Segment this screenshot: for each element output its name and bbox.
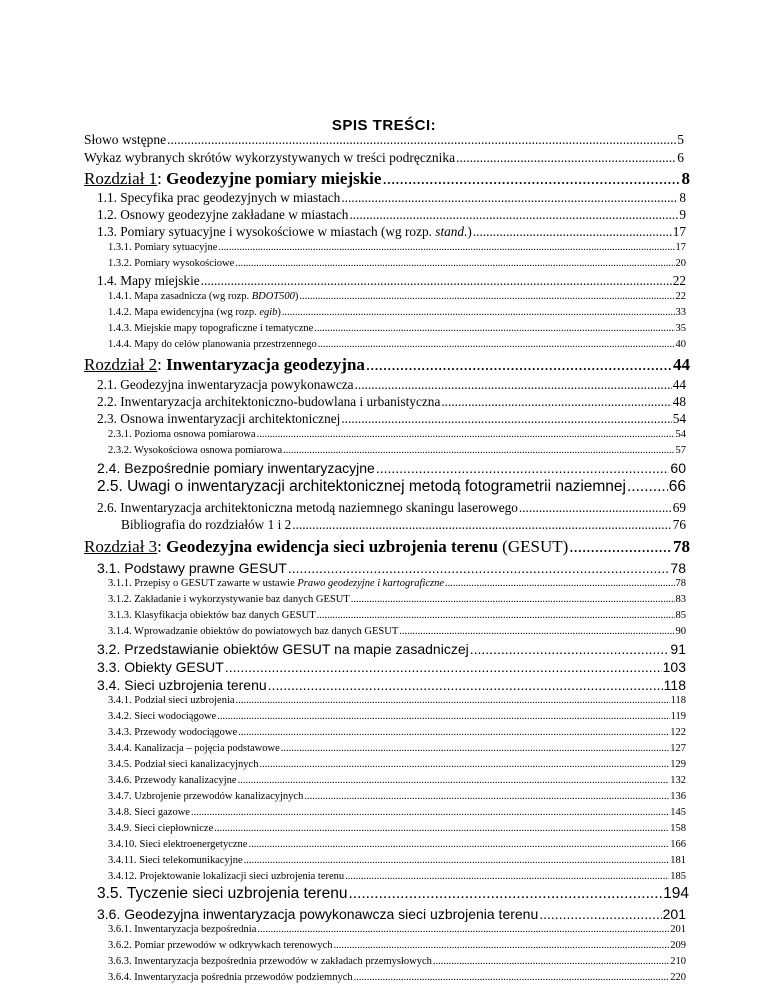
entry-text: 2.3.1. Pozioma osnowa pomiarowa [108,429,256,440]
chapter-number: Rozdział 3 [84,537,158,556]
page-number: 54 [675,429,686,440]
dot-leader [433,956,669,967]
entry-text: 3.4.4. Kanalizacja – pojęcia podstawowe [108,743,280,754]
entry-text: 3.5. Tyczenie sieci uzbrojenia terenu [97,885,348,902]
dot-leader [470,641,670,657]
page-number: 48 [672,394,686,409]
toc-entry [108,743,686,754]
entry-text: 2.1. Geodezyjna inwentaryzacja powykonawcza [97,377,354,392]
toc-entry [108,626,686,637]
dot-leader [354,972,670,983]
entry-text: 2.3. Osnowa inwentaryzacji architektonicznej [97,411,341,426]
page-number: 122 [670,727,686,738]
entry-italic-text: BDOT500 [251,291,295,302]
dot-leader [282,307,675,318]
dot-leader [441,394,671,410]
entry-text: 3.4.7. Uzbrojenie przewodów kanalizacyjnych [108,791,304,802]
page-number: 8 [679,190,686,205]
toc-entry [97,641,686,657]
page-number: 78 [670,560,686,576]
toc-entry-label [108,291,298,302]
page-number: 33 [675,307,686,318]
dot-leader [214,823,669,834]
dot-leader [235,258,674,269]
chapter-title-suffix: (GESUT) [497,537,569,556]
page-number: 220 [670,972,686,983]
toc-entry-label [108,445,282,456]
entry-text: 1.3. Pomiary sytuacyjne i wysokościowe w miastach (wg rozp. [97,224,436,239]
toc-entry-label [108,823,213,834]
toc-entry [108,307,686,318]
page-number: 78 [673,537,690,556]
toc-entry-label [108,727,237,738]
toc-entry-label [108,871,344,882]
page-number: 118 [663,677,686,693]
toc-entry-label [108,940,333,951]
entry-text: 3.6.4. Inwentaryzacja pośrednia przewodów podziemnych [108,972,353,983]
page-number: 145 [670,807,686,818]
toc-entry-label [108,711,216,722]
entry-text: 1.4.3. Miejskie mapy topograficzne i tematyczne [108,323,314,334]
page-number: 8 [681,169,690,188]
toc-entry [108,855,686,866]
toc-entry-label [97,224,472,240]
dot-leader [399,626,674,637]
page-number: 90 [675,626,686,637]
toc-entry [108,578,686,589]
page-number: 91 [670,641,686,657]
entry-text: 3.1.4. Wprowadzanie obiektów do powiatowych baz danych GESUT [108,626,399,637]
toc-entry [108,791,686,802]
dot-leader [473,224,672,240]
page-number: 66 [668,478,686,495]
entry-text-suffix: ) [294,291,299,302]
toc-chapter-entry [84,355,690,375]
chapter-title: Inwentaryzacja geodezyjna [166,355,365,374]
page-number: 35 [675,323,686,334]
toc-entry-label [97,560,287,576]
entry-text: 3.6.3. Inwentaryzacja bezpośrednia przewodów w zakładach przemysłowych [108,956,432,967]
toc-entry-label [97,659,224,675]
entry-text: 2.4. Bezpośrednie pomiary inwentaryzacyjne [97,460,375,476]
toc-entry-label [97,190,340,206]
entry-text: 3.1. Podstawy prawne GESUT [97,560,287,576]
toc-entry [121,517,686,533]
dot-leader [348,885,662,903]
page-number: 40 [675,339,686,350]
entry-text: 2.6. Inwentaryzacja architektoniczna metodą naziemnego skaningu laserowego [97,500,518,515]
dot-leader [382,169,680,189]
dot-leader [238,727,669,738]
toc-entry-label [108,307,281,318]
entry-text: 3.1.1. Przepisy o GESUT zawarte w ustawie [108,578,298,589]
toc-entry [108,871,686,882]
toc-entry-label [97,460,375,476]
entry-italic-text: egib [259,307,278,318]
toc-entry-label [97,641,469,657]
toc-entry-label [108,972,353,983]
entry-text: 3.6.1. Inwentaryzacja bezpośrednia [108,924,257,935]
page-number: 60 [670,460,686,476]
toc-entry [97,500,686,516]
toc-entry [84,132,684,148]
entry-text: 1.1. Specyfika prac geodezyjnych w miastach [97,190,341,205]
entry-text: 2.3.2. Wysokościowa osnowa pomiarowa [108,445,283,456]
dot-leader [445,578,674,589]
dot-leader [366,355,672,375]
toc-entry [97,659,686,675]
toc-entry [108,759,686,770]
entry-text: 3.4.6. Przewody kanalizacyjne [108,775,237,786]
toc-entry-label [108,791,303,802]
toc-entry-label [108,759,258,770]
page-number: 76 [672,517,686,532]
entry-text: 1.4.2. Mapa ewidencyjna (wg rozp. [108,307,260,318]
toc-entry [97,677,686,693]
entry-text: 3.4.8. Sieci gazowe [108,807,190,818]
page-number: 57 [675,445,686,456]
page-number: 5 [677,132,684,147]
toc-entry-label [108,339,317,350]
entry-text: 3.1.2. Zakładanie i wykorzystywanie baz danych GESUT [108,594,350,605]
dot-leader [355,377,672,393]
page-number: 83 [675,594,686,605]
toc-entry-label [108,242,217,253]
toc-entry-label [108,775,237,786]
toc-entry [97,411,686,427]
entry-text-suffix: ) [277,307,281,318]
toc-entry-label [84,150,455,166]
toc-entry [108,610,686,621]
entry-text: 3.4.9. Sieci ciepłownicze [108,823,214,834]
toc-entry [84,150,684,166]
toc-entry [108,695,686,706]
entry-text: 3.1.3. Klasyfikacja obiektów baz danych GESUT [108,610,316,621]
entry-text: 3.4.3. Przewody wodociągowe [108,727,238,738]
dot-leader [217,711,669,722]
dot-leader [292,517,671,533]
page-number: 85 [675,610,686,621]
entry-text: 3.4.2. Sieci wodociągowe [108,711,217,722]
toc-chapter-entry [84,169,690,189]
toc-entry-label [108,258,234,269]
entry-text: Wykaz wybranych skrótów wykorzystywanych w treści podręcznika [84,150,456,165]
dot-leader [236,695,670,706]
page-number: 118 [670,695,686,706]
toc-entry [108,807,686,818]
entry-text: 3.6.2. Pomiar przewodów w odkrywkach terenowych [108,940,333,951]
dot-leader [244,855,670,866]
chapter-title: Geodezyjna ewidencja sieci uzbrojenia terenu [166,537,498,556]
toc-entry-label [97,411,340,427]
page-number: 17 [675,242,686,253]
toc-entry [108,775,686,786]
page-number: 69 [672,500,686,515]
toc-entry [108,429,686,440]
page-number: 20 [675,258,686,269]
page-number: 136 [670,791,686,802]
toc-entry-label [97,677,267,693]
entry-text: 1.3.2. Pomiary wysokościowe [108,258,235,269]
page-number: 44 [673,355,690,374]
toc-entry [108,839,686,850]
toc-entry-label: Rozdział 2: Inwentaryzacja geodezyjna [84,355,365,374]
dot-leader [268,677,663,693]
page-number: 127 [670,743,686,754]
dot-leader [283,445,674,456]
toc-entry-label [108,578,444,589]
toc-entry [97,560,686,576]
entry-italic-text: Prawo geodezyjne i kartograficzne [297,578,445,589]
dot-leader [167,132,676,148]
entry-italic-text: stand. [435,224,468,239]
entry-text: 1.4.1. Mapa zasadnicza (wg rozp. [108,291,252,302]
toc-entry-label [108,807,190,818]
dot-leader [191,807,669,818]
toc-entry-label [108,626,398,637]
entry-text: 2.2. Inwentaryzacja architektoniczno-budowlana i urbanistyczna [97,394,441,409]
toc-entry-label: Rozdział 3: Geodezyjna ewidencja sieci uzbrojenia terenu (GESUT) [84,537,569,556]
toc-entry [97,460,686,476]
page-number: 6 [677,150,684,165]
dot-leader [201,273,672,289]
entry-text: 3.4.10. Sieci elektroenergetyczne [108,839,248,850]
entry-text: 3.4.1. Podział sieci uzbrojenia [108,695,235,706]
dot-leader [539,906,661,922]
dot-leader [351,594,675,605]
chapter-title: Geodezyjne pomiary miejskie [166,169,382,188]
page-number: 44 [672,377,686,392]
toc-entry-label [108,610,316,621]
dot-leader [288,560,670,576]
toc-entry [97,207,686,223]
entry-text: 3.4.12. Projektowanie lokalizacji sieci uzbrojenia terenu [108,871,345,882]
entry-text: 1.3.1. Pomiary sytuacyjne [108,242,218,253]
toc-entry-label [108,855,243,866]
dot-leader [341,190,678,206]
page-number: 209 [670,940,686,951]
entry-text: 3.3. Obiekty GESUT [97,659,224,675]
toc-entry-label [97,500,518,516]
toc-entry [108,711,686,722]
page-number: 103 [662,659,686,675]
dot-leader [341,411,671,427]
page-number: 129 [670,759,686,770]
toc-entry [108,823,686,834]
dot-leader [238,775,670,786]
page-number: 181 [670,855,686,866]
dot-leader [317,610,675,621]
toc-chapter-entry [84,537,690,557]
toc-entry-label [97,273,200,289]
dot-leader [349,207,678,223]
dot-leader [569,537,672,557]
toc-entry-label [97,906,538,922]
entry-text: 2.5. Uwagi o inwentaryzacji architektonicznej metodą fotogrametrii naziemnej [97,478,626,495]
toc-entry [97,394,686,410]
toc-entry-label [108,743,280,754]
page-number: 194 [663,885,689,902]
dot-leader [318,339,675,350]
toc-entry [97,190,686,206]
toc-entry [108,339,686,350]
page-number: 22 [672,273,686,288]
page-number: 201 [670,924,686,935]
toc-entry [97,885,689,903]
dot-leader [456,150,676,166]
toc-entry [97,273,686,289]
toc-entry [108,594,686,605]
toc-entry-label [84,132,166,148]
toc-entry-label: Rozdział 1: Geodezyjne pomiary miejskie [84,169,382,188]
entry-text: 3.2. Przedstawianie obiektów GESUT na mapie zasadniczej [97,641,469,657]
page-number: 17 [672,224,686,239]
dot-leader [257,924,669,935]
entry-text: 1.4. Mapy miejskie [97,273,200,288]
toc-entry [97,224,686,240]
toc-entry-label [108,594,350,605]
chapter-number: Rozdział 1 [84,169,158,188]
toc-entry [108,924,686,935]
page-number: 166 [670,839,686,850]
toc-entry-label [108,429,256,440]
toc-entry-label [108,956,432,967]
page-number: 158 [670,823,686,834]
toc-entry-label [97,207,348,223]
toc-entry [108,258,686,269]
toc-entry [108,940,686,951]
dot-leader [259,759,669,770]
dot-leader [225,659,662,675]
toc-entry-label [97,885,347,903]
entry-text: 3.4. Sieci uzbrojenia terenu [97,677,267,693]
dot-leader [627,478,668,496]
toc-entry [97,377,686,393]
entry-text: 1.4.4. Mapy do celów planowania przestrzennego [108,339,317,350]
entry-text: 3.4.11. Sieci telekomunikacyjne [108,855,243,866]
page-title: SPIS TREŚCI: [331,117,437,134]
page-number: 132 [670,775,686,786]
entry-text: Słowo wstępne [84,132,167,147]
page-number: 201 [662,906,686,922]
dot-leader [334,940,670,951]
dot-leader [304,791,669,802]
toc-entry [108,445,686,456]
dot-leader [314,323,674,334]
page-number: 9 [679,207,686,222]
chapter-number: Rozdział 2 [84,355,158,374]
entry-text: 3.4.5. Podział sieci kanalizacyjnych [108,759,259,770]
toc-entry [108,727,686,738]
dot-leader [345,871,669,882]
toc-entry [108,972,686,983]
page-number: 22 [675,291,686,302]
entry-text: Bibliografia do rozdziałów 1 i 2 [121,517,292,532]
page-number: 185 [670,871,686,882]
toc-entry-label [97,394,440,410]
dot-leader [281,743,670,754]
toc-entry [108,323,686,334]
entry-text: 3.6. Geodezyjna inwentaryzacja powykonawcza sieci uzbrojenia terenu [97,906,539,922]
dot-leader [519,500,672,516]
toc-entry-label [121,517,291,533]
toc-entry-label [97,478,626,496]
entry-text: 1.2. Osnowy geodezyjne zakładane w miastach [97,207,349,222]
page-number: 54 [672,411,686,426]
page-number: 119 [670,711,686,722]
entry-text-suffix: ) [467,224,472,239]
dot-leader [299,291,674,302]
page-number: 78 [675,578,686,589]
page-number: 210 [670,956,686,967]
toc-entry [108,291,686,302]
dot-leader [257,429,675,440]
toc-entry-label [97,377,354,393]
dot-leader [376,460,670,476]
toc-entry [97,906,686,922]
toc-entry-label [108,924,256,935]
toc-entry-label [108,839,247,850]
toc-entry-label [108,695,235,706]
toc-entry [97,478,686,496]
toc-entry [108,956,686,967]
toc-entry-label [108,323,313,334]
toc-entry [108,242,686,253]
dot-leader [248,839,669,850]
dot-leader [218,242,674,253]
